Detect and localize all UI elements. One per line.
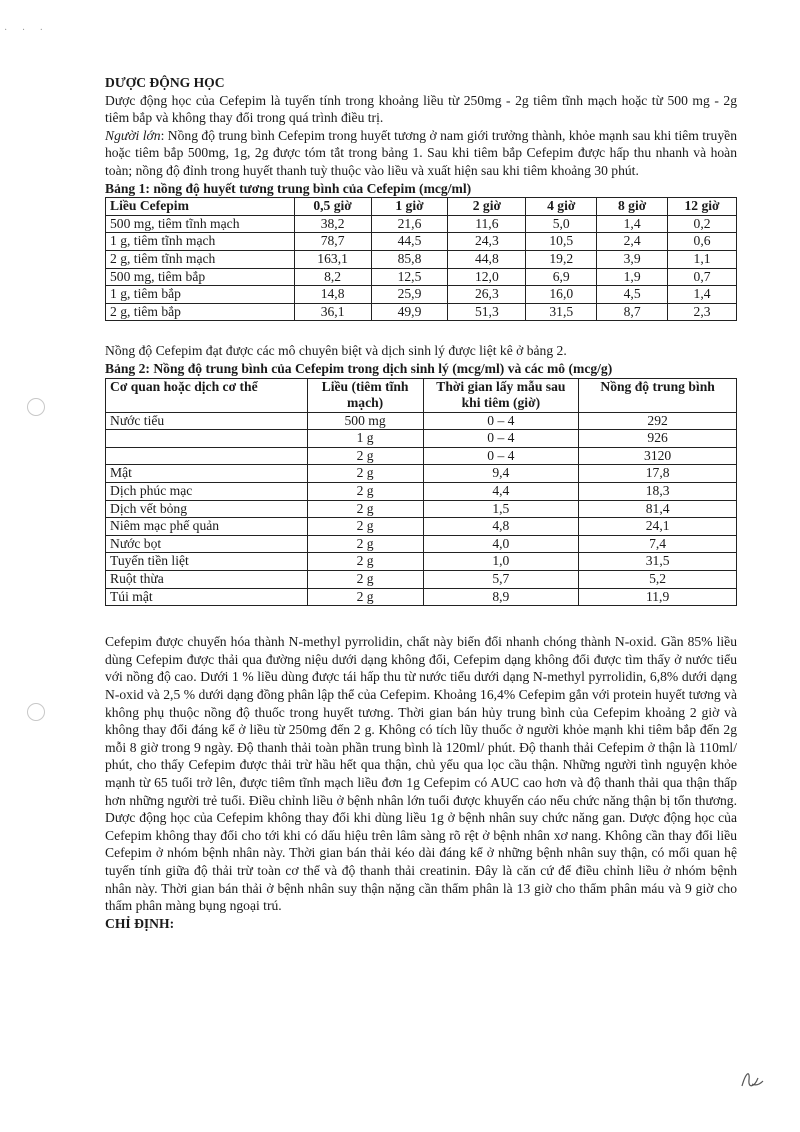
table1-row xyxy=(106,268,737,286)
table1-cell: 8,2 xyxy=(294,268,371,286)
table1-cell: 2 g, tiêm bắp xyxy=(106,303,295,321)
table2-cell: Túi mật xyxy=(106,588,308,606)
table1-header: Liều Cefepim xyxy=(106,198,295,216)
table1-cell: 31,5 xyxy=(526,303,597,321)
table2-cell: 1 g xyxy=(307,430,423,448)
table2-intro: Nồng độ Cefepim đạt được các mô chuyên biệt và dịch sinh lý được liệt kê ở bảng 2. xyxy=(105,343,567,359)
table1-cell: 49,9 xyxy=(371,303,448,321)
table2-cell: 2 g xyxy=(307,483,423,501)
pharmacokinetics-body: Cefepim được chuyển hóa thành N-methyl pyrrolidin, chất này biến đổi nhanh chóng thành N-oxid. Gần 85% liều dùng Cefepim được thải qua đường niệu dưới dạng không đổi, Cefepim dạng không đổi được tìm thấy ở nước tiểu với nồng độ cao. Dưới 1 % liều dùng được tái hấp thu từ nước tiểu dưới dạng N-methyl pyrrolidin, 6,8% dưới dạng N-oxid và 2,5 % dưới dạng đồng phân lập thể của Cefepim. Khoảng 16,4% Cefepim gắn với protein huyết tương và không phụ thuộc nồng độ thuốc trong huyết tương. Thời gian bán hủy trung bình của Cefepim khoảng 2 giờ và không thay đổi đáng kể ở liều từ 250mg đến 2 g. Không có tích lũy thuốc ở người khỏe mạnh khi tiêm bắp đến 2g mỗi 8 giờ trong 9 ngày. Độ thanh thải toàn phần trung bình là 120ml/ phút. Độ thanh thải Cefepim ở thận là 110ml/ phút, cho thấy Cefepim được thải trừ hầu hết qua thận, chủ yếu qua lọc cầu thận. Những người tình nguyện khỏe mạnh từ 65 tuổi trở lên, được tiêm tĩnh mạch liều đơn 1g Cefepim có AUC cao hơn và độ thanh thải qua thận thấp hơn những người trẻ tuổi. Điều chỉnh liều ở bệnh nhân lớn tuổi được khuyến cáo nếu chức năng thận bị tổn thương. Dược động học của Cefepim không thay đổi khi dùng liều 1g ở bệnh nhân suy chức năng gan. Dược động học của Cefepim không thay đổi cho tới khi có dấu hiệu trên lâm sàng rõ rệt ở bệnh nhân xơ nang. Không cần thay đổi liều Cefepim ở nhóm bệnh nhân này. Thời gian bán thải kéo dài đáng kể ở những bệnh nhân suy thận, có mối quan hệ tuyến tính giữa độ thải trừ toàn cơ thể và độ thanh thải creatinin. Đây là căn cứ để điều chỉnh liều ở nhóm bệnh nhân này. Thời gian bán thải ở bệnh nhân suy thận nặng cần thẩm phân là 13 giờ cho thẩm phân máu và 9 giờ cho thẩm phân màng bụng ngoại trú. xyxy=(105,634,737,914)
table2-cell: 500 mg xyxy=(307,412,423,430)
table2-cell: 4,8 xyxy=(423,518,579,536)
table2-cell: 18,3 xyxy=(579,483,737,501)
table1-row xyxy=(106,215,737,233)
table2-cell: 2 g xyxy=(307,518,423,536)
table2-cell: 0 – 4 xyxy=(423,447,579,465)
adult-paragraph xyxy=(105,127,737,180)
table2-row xyxy=(106,447,737,465)
table1-cell: 38,2 xyxy=(294,215,371,233)
table1-cell: 8,7 xyxy=(597,303,668,321)
table2-cell: 2 g xyxy=(307,571,423,589)
table1-header: 1 giờ xyxy=(371,198,448,216)
table1-cell: 6,9 xyxy=(526,268,597,286)
table2-cell: 7,4 xyxy=(579,535,737,553)
table2-cell: 24,1 xyxy=(579,518,737,536)
punch-hole-top xyxy=(27,398,45,416)
table1-caption: Bảng 1: nồng độ huyết tương trung bình của Cefepim (mcg/ml) xyxy=(105,180,472,196)
table2-row xyxy=(106,518,737,536)
table1-cell: 500 mg, tiêm tĩnh mạch xyxy=(106,215,295,233)
table2-row xyxy=(106,412,737,430)
table2-cell xyxy=(106,447,308,465)
table2-cell: 1,0 xyxy=(423,553,579,571)
adult-text: : Nồng độ trung bình Cefepim trong huyết tương ở nam giới trưởng thành, khỏe mạnh sau khi tiêm truyền hoặc tiêm bắp 500mg, 1g, 2g được tóm tắt trong bảng 1. Sau khi tiêm bắp Cefepim được hấp thu nhanh và hoàn toàn; nồng độ đỉnh trong huyết thanh tuỳ thuộc vào liều và xuất hiện sau khi tiêm khoảng 30 phút. xyxy=(105,127,737,178)
table2-cell: 31,5 xyxy=(579,553,737,571)
table2-cell: Ruột thừa xyxy=(106,571,308,589)
scan-marks: · · · xyxy=(4,25,49,36)
table2-cell: 2 g xyxy=(307,447,423,465)
table2-header: Nồng độ trung bình xyxy=(579,378,737,412)
table1-cell: 0,2 xyxy=(668,215,737,233)
table2-cell: 2 g xyxy=(307,588,423,606)
table1-header: 4 giờ xyxy=(526,198,597,216)
table1-cell: 78,7 xyxy=(294,233,371,251)
table2-cell: 2 g xyxy=(307,465,423,483)
table2-header: Liều (tiêm tĩnh mạch) xyxy=(307,378,423,412)
table2-cell: Niêm mạc phế quản xyxy=(106,518,308,536)
table2-cell: Nước bọt xyxy=(106,535,308,553)
table1-cell: 85,8 xyxy=(371,250,448,268)
table2-header: Thời gian lấy mẫu sau khi tiêm (giờ) xyxy=(423,378,579,412)
table1-row xyxy=(106,250,737,268)
table1-cell: 1,9 xyxy=(597,268,668,286)
table1-cell: 2 g, tiêm tĩnh mạch xyxy=(106,250,295,268)
table2-cell: Nước tiểu xyxy=(106,412,308,430)
table2-cell: 81,4 xyxy=(579,500,737,518)
table2-cell: 17,8 xyxy=(579,465,737,483)
table2-cell: 8,9 xyxy=(423,588,579,606)
table1-cell: 1,1 xyxy=(668,250,737,268)
table2-cell: 1,5 xyxy=(423,500,579,518)
table1-cell: 500 mg, tiêm bắp xyxy=(106,268,295,286)
table2-row xyxy=(106,500,737,518)
table2-cell xyxy=(106,430,308,448)
table2-cell: 2 g xyxy=(307,500,423,518)
table1-cell: 44,8 xyxy=(448,250,526,268)
table2-cell: 0 – 4 xyxy=(423,430,579,448)
table2-cell: 3120 xyxy=(579,447,737,465)
table2-row xyxy=(106,465,737,483)
table1-cell: 26,3 xyxy=(448,286,526,304)
table1-cell: 21,6 xyxy=(371,215,448,233)
table2-cell: 2 g xyxy=(307,535,423,553)
table1-cell: 1 g, tiêm bắp xyxy=(106,286,295,304)
table2-cell: 4,4 xyxy=(423,483,579,501)
table2-caption: Bảng 2: Nồng độ trung bình của Cefepim trong dịch sinh lý (mcg/ml) và các mô (mcg/g) xyxy=(105,360,613,376)
table1-cell: 2,3 xyxy=(668,303,737,321)
table1-row xyxy=(106,303,737,321)
table1-cell: 24,3 xyxy=(448,233,526,251)
table1-cell: 12,0 xyxy=(448,268,526,286)
table2-row xyxy=(106,483,737,501)
table1-cell: 4,5 xyxy=(597,286,668,304)
table1 xyxy=(105,197,737,321)
section-title: DƯỢC ĐỘNG HỌC xyxy=(105,75,225,90)
table1-cell: 12,5 xyxy=(371,268,448,286)
table1-cell: 11,6 xyxy=(448,215,526,233)
table1-cell: 1,4 xyxy=(668,286,737,304)
table2-cell: 9,4 xyxy=(423,465,579,483)
table1-cell: 19,2 xyxy=(526,250,597,268)
table1-cell: 10,5 xyxy=(526,233,597,251)
table2-cell: 2 g xyxy=(307,553,423,571)
document-page xyxy=(105,74,737,932)
table1-cell: 0,7 xyxy=(668,268,737,286)
table1-cell: 5,0 xyxy=(526,215,597,233)
table1-cell: 51,3 xyxy=(448,303,526,321)
table2 xyxy=(105,378,737,607)
table1-header: 2 giờ xyxy=(448,198,526,216)
table1-row xyxy=(106,286,737,304)
table1-cell: 16,0 xyxy=(526,286,597,304)
table2-cell: 11,9 xyxy=(579,588,737,606)
table2-cell: 5,2 xyxy=(579,571,737,589)
intro-paragraph: Dược động học của Cefepim là tuyến tính trong khoảng liều từ 250mg - 2g tiêm tĩnh mạch hoặc từ 500 mg - 2g tiêm bắp và không thay đổi trong quá trình điều trị. xyxy=(105,92,737,126)
table1-cell: 36,1 xyxy=(294,303,371,321)
table1-cell: 2,4 xyxy=(597,233,668,251)
table2-cell: 4,0 xyxy=(423,535,579,553)
table1-row xyxy=(106,233,737,251)
table2-header-row xyxy=(106,378,737,412)
table2-cell: Mật xyxy=(106,465,308,483)
table2-row xyxy=(106,535,737,553)
table2-cell: 5,7 xyxy=(423,571,579,589)
table2-cell: Tuyến tiền liệt xyxy=(106,553,308,571)
punch-hole-bottom xyxy=(27,703,45,721)
table2-cell: 292 xyxy=(579,412,737,430)
table2-cell: Dịch phúc mạc xyxy=(106,483,308,501)
table1-cell: 25,9 xyxy=(371,286,448,304)
table1-cell: 44,5 xyxy=(371,233,448,251)
next-section-title: CHỈ ĐỊNH: xyxy=(105,915,175,931)
table2-row xyxy=(106,571,737,589)
table1-header: 8 giờ xyxy=(597,198,668,216)
table1-cell: 1 g, tiêm tĩnh mạch xyxy=(106,233,295,251)
table1-cell: 1,4 xyxy=(597,215,668,233)
table2-row xyxy=(106,553,737,571)
table2-cell: 0 – 4 xyxy=(423,412,579,430)
table1-header: 12 giờ xyxy=(668,198,737,216)
table2-cell: Dịch vết bỏng xyxy=(106,500,308,518)
table1-cell: 14,8 xyxy=(294,286,371,304)
table1-cell: 3,9 xyxy=(597,250,668,268)
table1-cell: 0,6 xyxy=(668,233,737,251)
table1-cell: 163,1 xyxy=(294,250,371,268)
signature-mark xyxy=(736,1066,766,1092)
table2-row xyxy=(106,588,737,606)
table2-cell: 926 xyxy=(579,430,737,448)
adult-label: Người lớn xyxy=(105,127,161,143)
table2-header: Cơ quan hoặc dịch cơ thể xyxy=(106,378,308,412)
table1-header-row xyxy=(106,198,737,216)
table2-row xyxy=(106,430,737,448)
table1-header: 0,5 giờ xyxy=(294,198,371,216)
